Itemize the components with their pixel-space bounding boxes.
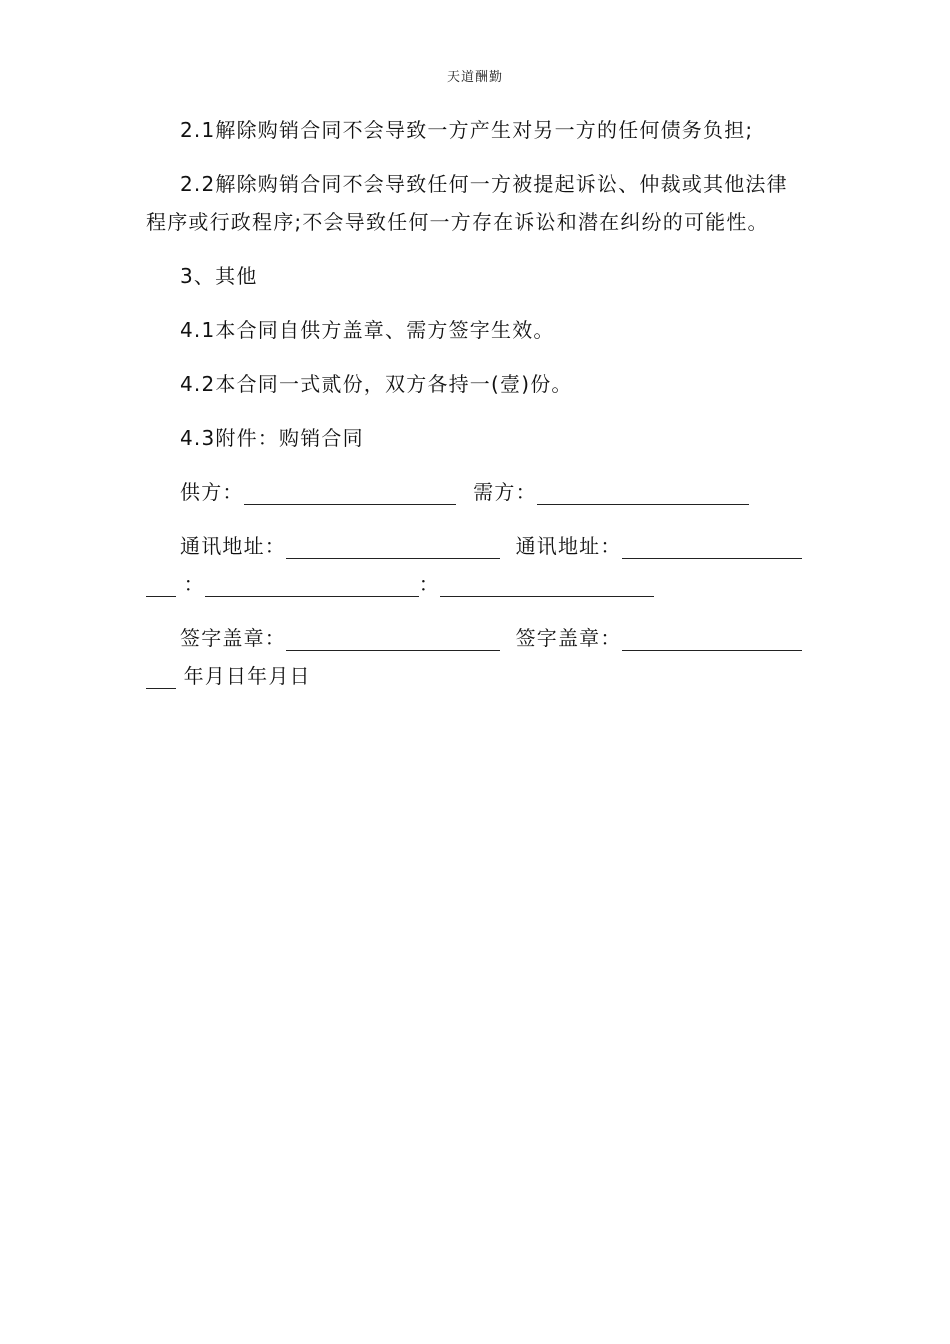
colon-2: ： [418, 572, 440, 596]
sign-blank-supplier[interactable] [286, 630, 500, 651]
buyer-label: 需方： [473, 480, 537, 504]
address-blank-supplier[interactable] [286, 538, 500, 559]
date-row [146, 663, 311, 689]
date-text: 年月日年月日 [183, 664, 311, 688]
blank-3[interactable] [440, 576, 654, 597]
sign-blank-buyer[interactable] [622, 630, 802, 651]
clause-4-3: 4.3附件：购销合同 [180, 426, 364, 450]
page-header: 天道酬勤 [446, 70, 503, 85]
address-blank-buyer[interactable] [622, 538, 802, 559]
clause-4-1: 4.1本合同自供方盖章、需方签字生效。 [180, 318, 555, 342]
sign-label-supplier: 签字盖章： [180, 626, 286, 650]
clause-2-2-line-2: 程序或行政程序;不会导致任何一方存在诉讼和潜在纠纷的可能性。 [146, 210, 769, 234]
section-3-heading: 3、其他 [180, 264, 258, 288]
address-label-supplier: 通讯地址： [180, 534, 286, 558]
clause-2-2-line-1: 2.2解除购销合同不会导致任何一方被提起诉讼、仲裁或其他法律 [180, 172, 788, 196]
supplier-row [180, 479, 749, 505]
supplier-label: 供方： [180, 480, 244, 504]
clause-2-1: 2.1解除购销合同不会导致一方产生对另一方的任何债务负担; [180, 118, 754, 142]
buyer-blank[interactable] [537, 484, 749, 505]
supplier-blank[interactable] [244, 484, 456, 505]
sign-blank-continued[interactable] [146, 668, 176, 689]
address-continuation-row [146, 571, 654, 597]
sign-label-buyer: 签字盖章： [515, 626, 622, 650]
address-label-buyer: 通讯地址： [515, 534, 622, 558]
blank-2[interactable] [205, 576, 419, 597]
address-blank-continued[interactable] [146, 576, 176, 597]
clause-4-2: 4.2本合同一式贰份，双方各持一(壹)份。 [180, 372, 573, 396]
signature-row [180, 625, 802, 651]
address-row [180, 533, 802, 559]
colon-1: ： [183, 572, 205, 596]
